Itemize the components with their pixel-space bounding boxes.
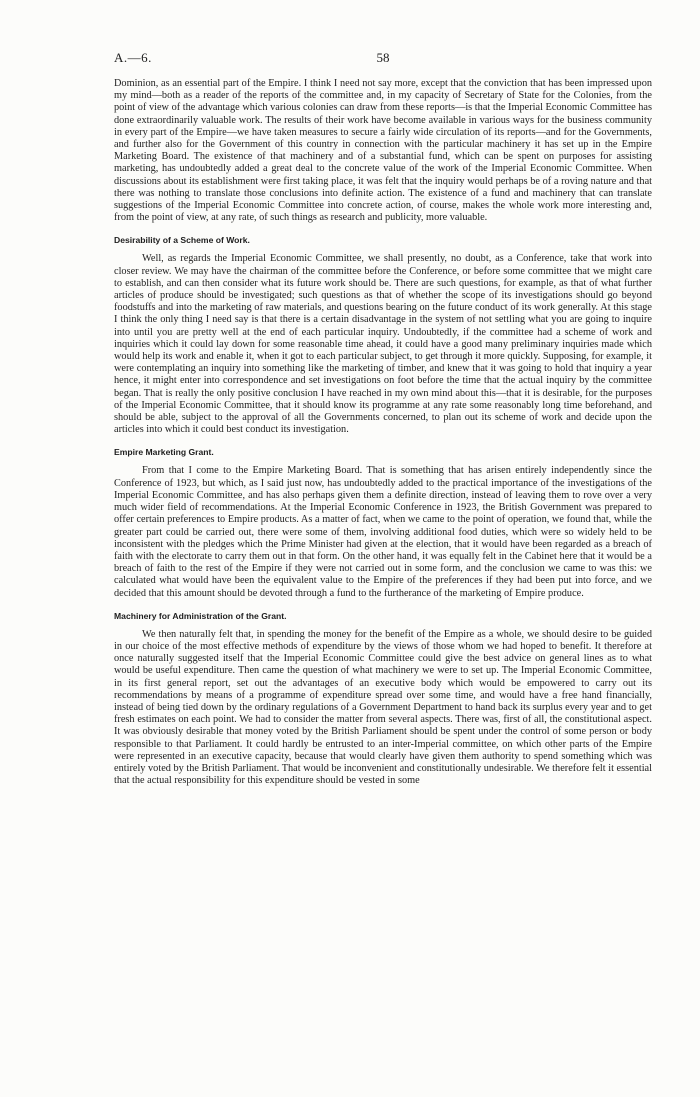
section-paragraph: Well, as regards the Imperial Economic Committee, we shall presently, no doubt, as a Conference, take that work into closer review. We may have the chairman of the committee before the Conference, or before some committee that we might care to establish, and can then consider what its future work should be. There are such questions, for example, as that of what further articles of produce should be investigated; such questions as that of whether the scope of its investigations should go beyond foodstuffs and into the marketing of raw materials, and questions bearing on the future conduct of its work generally. At this stage I think the only thing I need say is that there is a certain disadvantage in the system of not settling what you are going to inquire into until you are pretty well at the end of each particular inquiry. Undoubtedly, if the committee had a scheme of work and inquiries which it could lay down for some reasonable time ahead, it could have a good many preliminary inquiries made which would help its work and enable it, when it got to each particular subject, to get through it more quickly. Supposing, for example, it were contemplating an inquiry into something like the marketing of timber, and knew that it was going to hold that inquiry a year hence, it might enter into correspondence and set investigations on foot before the time that the actual inquiry by the committee began. That is really the only positive conclusion I have reached in my own mind about this—that it is desirable, for the purposes of the Imperial Economic Committee, that it should know its programme at any rate some reasonably long time beforehand, and should be able, subject to the approval of all the Governments concerned, to plan out its scheme of work and decide upon the articles into which it could best conduct its investigation. — [114, 253, 652, 436]
section-heading: Desirability of a Scheme of Work. — [114, 235, 250, 246]
section-heading: Machinery for Administration of the Grant. — [114, 610, 287, 621]
section-machinery-for-administration — [114, 611, 652, 788]
section-scheme-of-work — [114, 235, 652, 436]
section-paragraph: From that I come to the Empire Marketing Board. That is something that has arisen entirely independently since the Conference of 1923, but which, as I said just now, has undoubtedly added to the practical importance of the investigations of the Imperial Economic Committee, and has also perhaps given them a definite direction, instead of leaving them to rove over a very much wider field of recommendations. At the Imperial Economic Conference in 1923, the British Government was prepared to offer certain preferences to Empire products. As a matter of fact, when we came to the point of operation, we found that, while the greater part could be carried out, there were some of them, involving additional food duties, which were so widely held to be inconsistent with the pledges which the Prime Minister had given at the election, that it would have been regarded as a breach of faith with the electorate to carry them out in that form. On the other hand, it was equally felt in the Cabinet here that it would be a breach of faith to the rest of the Empire if they were not carried out in some form, and the conclusion we came to was this: we calculated what would have been the equivalent value to the Empire of the preferences if they had been put into force, and we decided that this amount should be devoted through a fund to the furtherance of the marketing of Empire produce. — [114, 465, 652, 599]
section-empire-marketing-grant — [114, 447, 652, 599]
document-reference: A.—6. — [114, 50, 152, 65]
page-body — [114, 78, 652, 787]
page-number: 58 — [376, 50, 390, 65]
page-header — [114, 50, 652, 70]
intro-paragraph: Dominion, as an essential part of the Empire. I think I need not say more, except that the conviction that has been impressed upon my mind—both as a reader of the reports of the committee and, in my capacity of Secretary of State for the Colonies, from the point of view of the advantage which various colonies can draw from these reports—is that the Imperial Economic Committee has done extraordinarily valuable work. The results of their work have become available in various ways for the business community in every part of the Empire—we have taken measures to secure a fairly wide circulation of its reports—and for the Governments, and further also for the Government of this country in connection with the particular machinery it has set up in the Empire Marketing Board. The existence of that machinery and of a substantial fund, which can be spent on purposes for assisting marketing, has undoubtedly added a great deal to the concrete value of the work of the Imperial Economic Committee. When discussions about its establishment were first taking place, it was felt that the inquiry would perhaps be of a roving nature and that there was nothing to translate those conclusions into definite action. The existence of a fund and machinery that can translate suggestions of the Imperial Economic Committee into concrete action, of course, makes the whole work more interesting and, from the point of view, at any rate, of such things as research and publicity, more valuable. — [114, 78, 652, 224]
section-heading: Empire Marketing Grant. — [114, 447, 214, 458]
section-paragraph: We then naturally felt that, in spending the money for the benefit of the Empire as a whole, we should desire to be guided in our choice of the most effective methods of expenditure by the views of those whom we had hoped to benefit. It therefore at once naturally suggested itself that the Imperial Economic Committee could give the best advice on general lines as to what would be useful expenditure. Then came the question of what machinery we were to set up. The Imperial Economic Committee, in its first general report, set out the advantages of an executive body which would be empowered to carry out its recommendations by means of a programme of expenditure spread over some time, and would have a free hand financially, instead of being tied down by the ordinary regulations of a Government Department to hand back its surplus every year and to get fresh estimates on each point. We had to consider the matter from several aspects. There was, first of all, the constitutional aspect. It was obviously desirable that money voted by the British Parliament should be spent under the control of some person or body responsible to that Parliament. It could hardly be entrusted to an inter-Imperial committee, on which other parts of the Empire were represented in an executive capacity, because that would clearly have given them authority to spend something which was entirely voted by the British Parliament. That would be inconvenient and constitutionally undesirable. We therefore felt it essential that the actual responsibility for this expenditure should be vested in some — [114, 628, 652, 787]
